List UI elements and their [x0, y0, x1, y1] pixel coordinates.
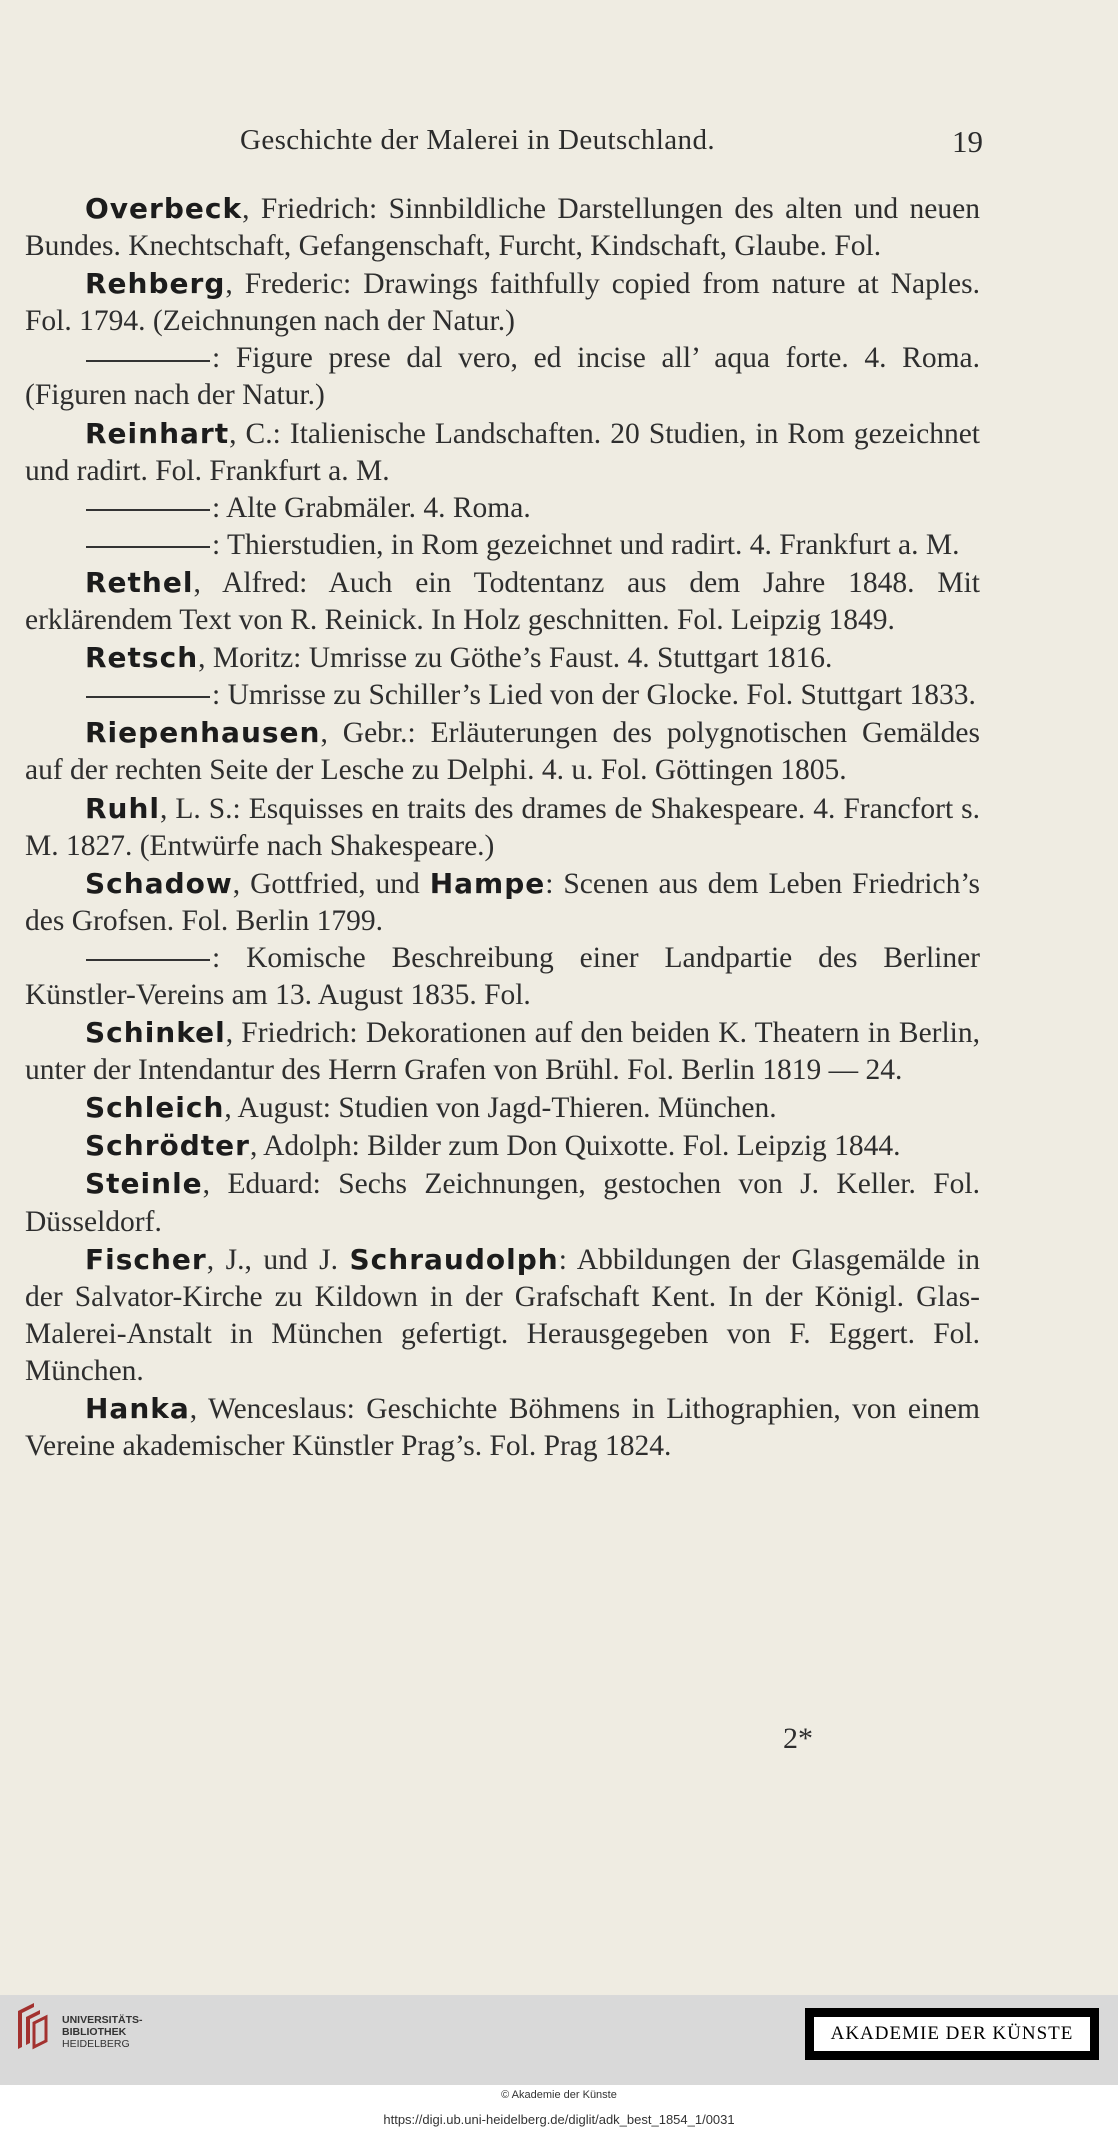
page-number: 19: [952, 124, 983, 159]
entry-text: : Abbildungen der Glasgemälde in der Salvator-Kirche zu Kildown in der Grafschaft Kent. In der Königl. Glas-Malerei-Anstalt in München gefertigt. Herausgegeben von F. Eggert. Fol. München.: [25, 1243, 980, 1387]
copyright-notice: © Akademie der Künste: [501, 2089, 617, 2101]
bibliography-entry: [25, 677, 980, 714]
entry-text: : Komische Beschreibung einer Landpartie des Berliner Künstler-Vereins am 13. August 1835. Fol.: [25, 941, 980, 1011]
entry-text: : Thierstudien, in Rom gezeichnet und radirt. 4. Frankfurt a. M.: [212, 528, 960, 561]
ditto-dash: [86, 509, 210, 511]
artist-name: Ruhl: [85, 791, 161, 825]
artist-name: Hampe: [429, 866, 546, 900]
entry-text: , J., und J.: [206, 1243, 350, 1276]
library-name-line: UNIVERSITÄTS-: [62, 2014, 143, 2026]
artist-name: Rethel: [85, 565, 194, 599]
artist-name: Schleich: [85, 1091, 225, 1125]
artist-name: Schinkel: [85, 1016, 226, 1050]
entry-text: , Friedrich: Sinnbildliche Darstellungen des alten und neuen Bundes. Knechtschaft, Gefangenschaft, Furcht, Kindschaft, Glaube. Fol.: [25, 193, 980, 263]
artist-name: Schadow: [85, 866, 233, 900]
bibliography-entry: [25, 1089, 980, 1127]
entry-text: , Alfred: Auch ein Todtentanz aus dem Jahre 1848. Mit erklärendem Text von R. Reinick. In Holz geschnitten. Fol. Leipzig 1849.: [25, 566, 980, 637]
bibliography-entry: [25, 564, 980, 639]
bibliography-entry: [25, 865, 980, 940]
bibliography-entry: [25, 415, 980, 490]
akademie-logo[interactable]: [805, 2008, 1099, 2060]
entry-text: , Adolph: Bilder zum Don Quixotte. Fol. Leipzig 1844.: [249, 1130, 901, 1163]
ditto-dash: [86, 546, 210, 548]
bibliography-entry: [25, 1014, 980, 1089]
entry-text: , Wenceslaus: Geschichte Böhmens in Lithographien, von einem Vereine akademischer Künstler Prag’s. Fol. Prag 1824.: [25, 1393, 980, 1463]
artist-name: Schraudolph: [349, 1242, 559, 1276]
artist-name: Fischer: [85, 1242, 207, 1276]
artist-name: Retsch: [85, 641, 199, 675]
library-name-line: HEIDELBERG: [62, 2038, 130, 2050]
bibliography-entry: [25, 639, 980, 677]
entry-text: , Gottfried, und: [232, 867, 430, 900]
footer-band: [0, 1995, 1118, 2085]
bibliography-entry: [25, 490, 980, 527]
bibliography-entry: [25, 340, 980, 414]
ditto-dash: [86, 360, 210, 362]
bibliography-entry: [25, 1165, 980, 1240]
bibliography-entry: [25, 1390, 980, 1465]
bibliography-entry: [25, 714, 980, 789]
artist-name: Reinhart: [85, 416, 230, 450]
entry-text: , August: Studien von Jagd-Thieren. München.: [224, 1092, 777, 1125]
artist-name: Hanka: [85, 1392, 190, 1425]
entry-text: , L. S.: Esquisses en traits des drames de Shakespeare. 4. Francfort s. M. 1827. (Entwürfe nach Shakespeare.): [25, 792, 980, 862]
bibliography-entry: [25, 940, 980, 1014]
library-name[interactable]: [62, 2014, 143, 2050]
entry-text: : Umrisse zu Schiller’s Lied von der Glocke. Fol. Stuttgart 1833.: [212, 679, 976, 712]
library-name-line: BIBLIOTHEK: [62, 2026, 127, 2038]
ditto-dash: [86, 696, 210, 698]
entry-text: , Friedrich: Dekorationen auf den beiden K. Theatern in Berlin, unter der Intendantur des Herrn Grafen von Brühl. Fol. Berlin 1819 — 24.: [25, 1017, 980, 1087]
entry-text: : Scenen aus dem Leben Friedrich’s des Grofsen. Fol. Berlin 1799.: [25, 867, 980, 937]
bibliography-entry: [25, 265, 980, 340]
library-logo-icon[interactable]: [12, 1997, 52, 2055]
source-url[interactable]: https://digi.ub.uni-heidelberg.de/diglit/adk_best_1854_1/0031: [383, 2112, 735, 2127]
running-title: Geschichte der Malerei in Deutschland.: [240, 124, 715, 156]
entry-text: , Frederic: Drawings faithfully copied from nature at Naples. Fol. 1794. (Zeichnungen nach der Natur.): [25, 268, 980, 338]
entry-text: : Figure prese dal vero, ed incise all’ aqua forte. 4. Roma. (Figuren nach der Natur.): [25, 342, 980, 412]
ditto-dash: [86, 959, 210, 961]
artist-name: Riepenhausen: [85, 716, 321, 750]
bibliography-entry: [25, 1241, 980, 1390]
entry-text: , Moritz: Umrisse zu Göthe’s Faust. 4. Stuttgart 1816.: [198, 642, 833, 675]
entry-text: , Gebr.: Erläuterungen des polygnotischen Gemäldes auf der rechten Seite der Lesche zu Delphi. 4. u. Fol. Göttingen 1805.: [25, 717, 980, 787]
bibliography-entry: [25, 790, 980, 865]
artist-name: Overbeck: [85, 192, 243, 225]
bibliography-entry: [25, 1127, 980, 1165]
artist-name: Rehberg: [85, 267, 226, 301]
akademie-label: AKADEMIE DER KÜNSTE: [814, 2017, 1090, 2051]
viewer-footer: [0, 1995, 1118, 2131]
bibliography-entry: [25, 190, 980, 265]
artist-name: Steinle: [85, 1167, 203, 1201]
entry-text: , Eduard: Sechs Zeichnungen, gestochen von J. Keller. Fol. Düsseldorf.: [25, 1168, 980, 1238]
entry-text: : Alte Grabmäler. 4. Roma.: [212, 491, 531, 524]
bibliography-list: [25, 190, 980, 1465]
running-header: [0, 124, 1000, 164]
signature-mark: 2*: [783, 1722, 813, 1755]
artist-name: Schrödter: [85, 1129, 250, 1163]
bibliography-entry: [25, 527, 980, 564]
entry-text: , C.: Italienische Landschaften. 20 Studien, in Rom gezeichnet und radirt. Fol. Frankfurt a. M.: [25, 417, 980, 487]
